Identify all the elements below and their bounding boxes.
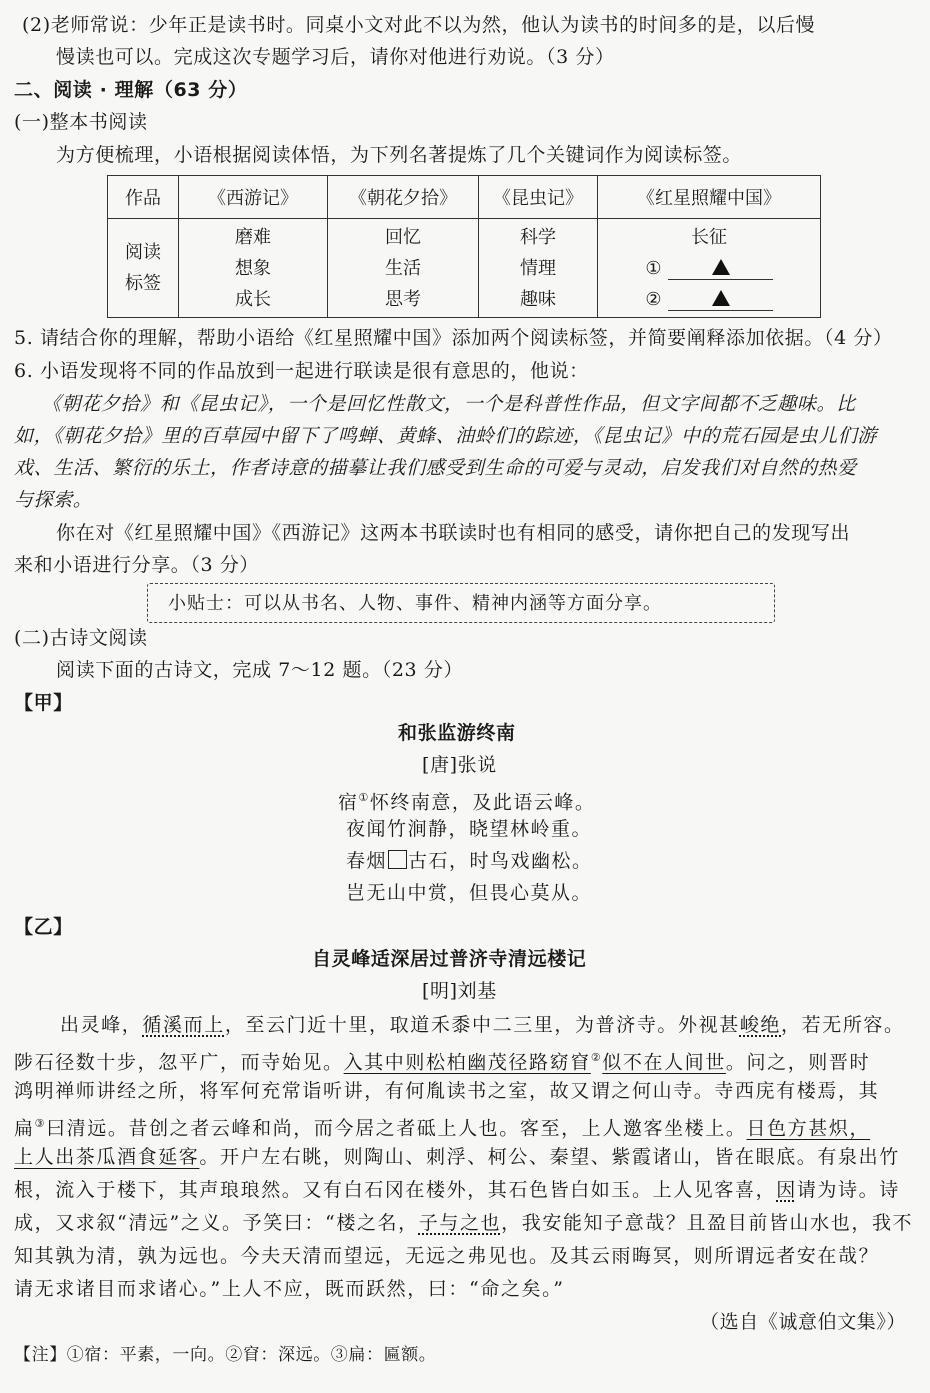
text: 成，又求叙“清远”之义。予笑曰：“楼之名，: [14, 1212, 419, 1234]
text: 请为诗。诗: [796, 1179, 900, 1201]
text: 日色方甚炽，: [746, 1117, 871, 1140]
jia-title: 和张监游终南: [398, 722, 516, 744]
text: 峻绝: [739, 1014, 782, 1036]
text: 。开户左右眺，则陶山、刺浮、柯公、秦望、紫霞诸山，皆在眼底。有泉出竹: [199, 1146, 900, 1168]
tags-kunchongji: [479, 219, 598, 318]
book-hongxing: 《红星照耀中国》: [598, 176, 821, 219]
q6-quote-line3: 戏、生活、繁衍的乐土，作者诗意的描摹让我们感受到生命的可爱与灵动，启发我们对自然的热爱: [14, 457, 857, 479]
tag: 趣味: [520, 288, 556, 310]
yi-para-line9: 请无求诸目而求诸心。”上人不应，既而跃然，曰：“命之矣。”: [14, 1278, 565, 1300]
blank-2: [645, 284, 772, 315]
jia-author: [唐]张说: [422, 754, 497, 776]
triangle-icon: [712, 290, 730, 306]
text: 陟石径数十步，忽平广，而寺始见。: [14, 1051, 344, 1074]
note-mark: ①: [358, 791, 370, 804]
part1-intro: 为方便梳理，小语根据阅读体悟，为下列名著提炼了几个关键词作为阅读标签。: [56, 144, 743, 166]
tag: 思考: [385, 288, 421, 310]
text: 循溪而上: [142, 1014, 225, 1036]
yi-source: （选自《诚意伯文集》）: [700, 1311, 907, 1333]
text: 根，流入于楼下，其声琅琅然。又有白石冈在楼外，其石色皆白如玉。上人见客喜，: [14, 1179, 777, 1201]
part1-title: (一)整本书阅读: [14, 111, 148, 133]
text: ，至云门近十里，取道禾黍中二三里，为普济寺。外视甚: [224, 1014, 740, 1036]
note-mark: ②: [590, 1051, 603, 1064]
book-zhaohuaxishi: 《朝花夕拾》: [328, 176, 479, 219]
tip-box: 小贴士：可以从书名、人物、事件、精神内涵等方面分享。: [147, 583, 775, 623]
blank-1: [645, 253, 772, 284]
q-prev-line2: 慢读也可以。完成这次专题学习后，请你对他进行劝说。（3 分）: [56, 46, 615, 68]
note-mark: ③: [34, 1117, 47, 1130]
text: 曰清远。昔创之者云峰和尚，而今居之者砥上人也。客至，上人邀客坐楼上。: [46, 1117, 747, 1140]
yi-author: [明]刘基: [422, 980, 497, 1002]
q6-task-line1: 你在对《红星照耀中国》《西游记》这两本书联读时也有相同的感受，请你把自己的发现写出: [56, 522, 851, 544]
yi-para-line8: 知其孰为清，孰为远也。今夫天清而望远，无远之弗见也。及其云雨晦冥，则所谓远者安在哉？: [14, 1245, 880, 1267]
text: ，若无所容。: [781, 1014, 905, 1036]
q6-quote-line4: 与探索。: [14, 489, 93, 511]
table-tags-row: [108, 219, 821, 318]
yi-para-line5: [14, 1142, 900, 1172]
triangle-icon: [712, 259, 730, 275]
q6-quote-line1: 《朝花夕拾》和《昆虫记》，一个是回忆性散文，一个是科普性作品，但文字间都不乏趣味。比: [42, 393, 856, 415]
poem-text: 怀终南意，及此语云峰。: [369, 791, 596, 814]
annotations: 【注】①宿：平素，一向。②窅：深远。③扁：匾额。: [14, 1345, 437, 1365]
poem-text: 春烟: [346, 850, 388, 872]
poem-text: 宿: [338, 791, 359, 814]
text: ，我安能知子意哉？且盈目前皆山水也，我不: [501, 1212, 914, 1234]
blank-mark-2: ②: [645, 288, 662, 310]
book-kunchongji: 《昆虫记》: [479, 176, 598, 219]
yi-para-line4: [14, 1109, 870, 1143]
text: 因: [776, 1179, 797, 1201]
question-6-intro: 6. 小语发现将不同的作品放到一起进行联读是很有意思的，他说：: [14, 360, 589, 382]
q6-task-line2: 来和小语进行分享。（3 分）: [14, 554, 260, 576]
yi-para-line3: 鸿明禅师讲经之所，将军何充常诣听讲，有何胤读书之室，故又谓之何山寺。寺西庑有楼焉，其: [14, 1080, 880, 1102]
yi-para-line6: [14, 1175, 900, 1205]
text: 。问之，则晋时: [725, 1051, 871, 1074]
q-prev-line1: (2)老师常说：少年正是读书时。同桌小文对此不以为然，他认为读书的时间多的是，以后慢: [22, 14, 816, 36]
answer-blank-2[interactable]: [668, 288, 773, 311]
answer-blank-1[interactable]: [668, 257, 773, 280]
text: 扁: [14, 1117, 35, 1140]
yi-para-line2: [14, 1043, 870, 1077]
jia-line-3: [346, 846, 593, 876]
jia-line-4: 岂无山中赏，但畏心莫从。: [346, 882, 593, 904]
row-label-2: 标签: [125, 273, 161, 294]
jia-line-1: [338, 783, 595, 817]
yi-mark: 【乙】: [14, 916, 73, 938]
yi-title: 自灵峰适深居过普济寺清远楼记: [312, 948, 587, 970]
section2-title: 二、阅读 · 理解（63 分）: [14, 79, 248, 101]
text: 似不在人间世: [602, 1051, 726, 1074]
tag: 回忆: [385, 226, 421, 248]
yi-para-line7: [14, 1208, 913, 1238]
yi-para-line1: [60, 1010, 905, 1040]
tag: 科学: [520, 226, 556, 248]
question-5: 5. 请结合你的理解，帮助小语给《红星照耀中国》添加两个阅读标签，并简要阐释添加依据。（4 分）: [14, 327, 893, 349]
tags-zhaohuaxishi: [328, 219, 479, 318]
table-row-label: [108, 219, 179, 318]
tag: 想象: [235, 257, 271, 279]
missing-character-box[interactable]: [388, 850, 407, 869]
tags-hongxing: [598, 219, 821, 318]
tag: 成长: [235, 288, 271, 310]
tag: 生活: [385, 257, 421, 279]
part2-title: (二)古诗文阅读: [14, 627, 148, 649]
text: 上人出茶瓜酒食延客: [14, 1146, 200, 1168]
table-header-label: 作品: [108, 176, 179, 219]
text: 子与之也: [418, 1212, 502, 1234]
text: 入其中则松柏幽茂径路窈窅: [343, 1051, 591, 1074]
part2-intro: 阅读下面的古诗文，完成 7～12 题。（23 分）: [56, 659, 464, 681]
tags-xiyouji: [179, 219, 328, 318]
tag: 磨难: [235, 226, 271, 248]
tag: 情理: [520, 257, 556, 279]
q6-quote-line2: 如，《朝花夕拾》里的百草园中留下了鸣蝉、黄蜂、油蛉们的踪迹，《昆虫记》中的荒石园是虫儿们游: [14, 425, 878, 447]
book-xiyouji: 《西游记》: [179, 176, 328, 219]
blank-mark-1: ①: [645, 257, 662, 279]
reading-tags-table: [107, 175, 821, 318]
jia-mark: 【甲】: [14, 692, 73, 714]
text: 出灵峰，: [60, 1014, 143, 1036]
row-label-1: 阅读: [125, 242, 161, 263]
table-header-row: [108, 176, 821, 219]
tag-changzheng: 长征: [691, 226, 727, 248]
jia-line-2: 夜闻竹涧静，晓望林岭重。: [346, 818, 593, 840]
poem-text: 古石，时鸟戏幽松。: [408, 850, 593, 872]
